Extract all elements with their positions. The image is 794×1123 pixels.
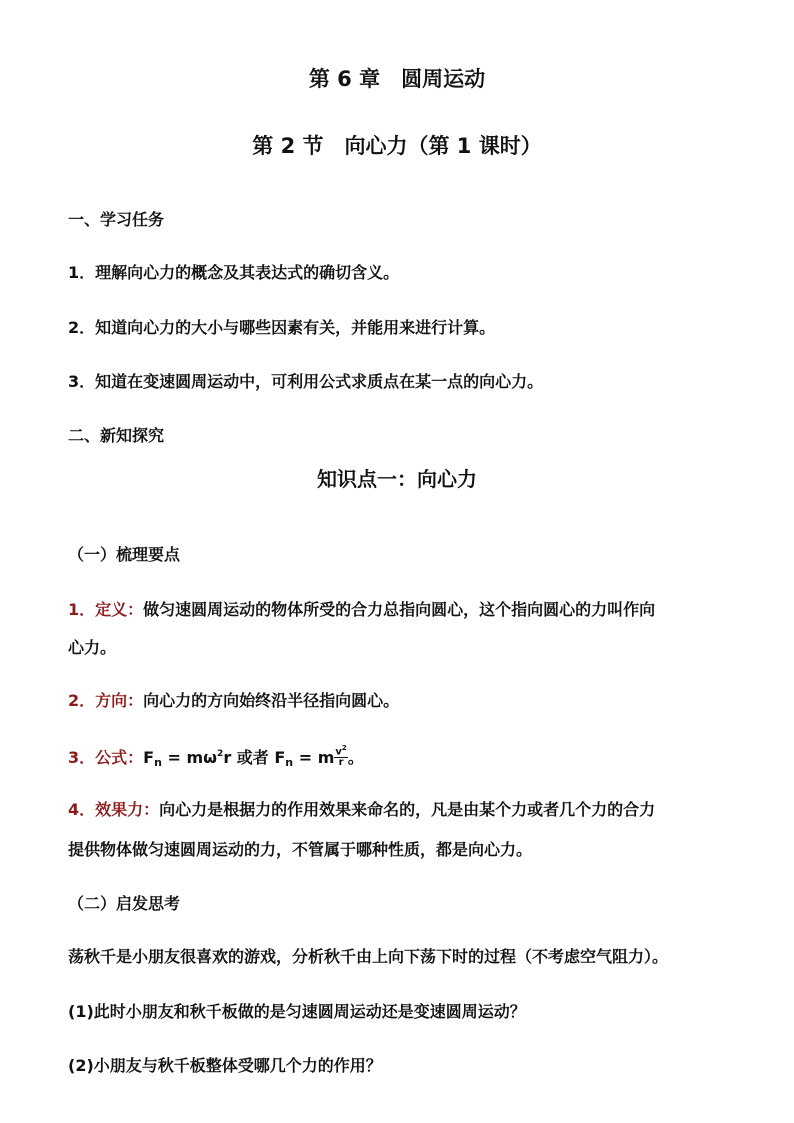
effect-line-2: 提供物体做匀速圆周运动的力，不管属于哪种性质，都是向心力。 bbox=[68, 840, 533, 859]
subsection-1-heading: （一）梳理要点 bbox=[68, 545, 181, 564]
direction-line bbox=[68, 691, 399, 711]
effect-label: 4．效果力： bbox=[68, 800, 160, 819]
formula-eq1: = mω bbox=[161, 748, 218, 768]
question-intro: 荡秋千是小朋友很喜欢的游戏，分析秋千由上向下荡下时的过程（不考虑空气阻力）。 bbox=[68, 947, 669, 966]
formula-subscript: n bbox=[154, 756, 162, 770]
formula-fraction bbox=[334, 743, 347, 768]
direction-label: 2．方向： bbox=[68, 691, 144, 710]
section-title: 第 2 节 向心力（第 1 课时） bbox=[252, 134, 542, 158]
effect-text-1: 向心力是根据力的作用效果来命名的，凡是由某个力或者几个力的合力 bbox=[159, 800, 656, 819]
definition-line-1 bbox=[68, 600, 655, 620]
formula-force-2: F bbox=[274, 748, 286, 768]
direction-text: 向心力的方向始终沿半径指向圆心。 bbox=[143, 691, 400, 710]
formula-end: 。 bbox=[347, 748, 364, 768]
formula-eq2: = m bbox=[293, 748, 335, 768]
definition-line-2: 心力。 bbox=[68, 638, 117, 657]
subsection-2-heading: （二）启发思考 bbox=[68, 894, 181, 913]
formula-subscript-2: n bbox=[285, 756, 294, 770]
formula-force: F bbox=[143, 748, 155, 768]
formula-square: 2 bbox=[217, 749, 224, 760]
task-item-3: 3．知道在变速圆周运动中，可利用公式求质点在某一点的向心力。 bbox=[68, 372, 544, 391]
definition-label: 1．定义： bbox=[68, 600, 144, 619]
definition-text: 做匀速圆周运动的物体所受的合力总指向圆心，这个指向圆心的力叫作向 bbox=[143, 600, 656, 619]
question-2: (2)小朋友与秋千板整体受哪几个力的作用？ bbox=[68, 1056, 382, 1075]
task-item-1: 1．理解向心力的概念及其表达式的确切含义。 bbox=[68, 263, 400, 282]
knowledge-title: 知识点一：向心力 bbox=[317, 467, 477, 491]
effect-line-1 bbox=[68, 800, 655, 820]
fraction-numerator-square: 2 bbox=[341, 744, 347, 752]
fraction-numerator: v bbox=[335, 746, 342, 758]
formula-line bbox=[68, 746, 364, 771]
chapter-title: 第 6 章 圆周运动 bbox=[308, 67, 486, 91]
part2-heading: 二、新知探究 bbox=[68, 426, 165, 445]
part1-heading: 一、学习任务 bbox=[68, 210, 165, 229]
formula-label: 3．公式： bbox=[68, 748, 144, 768]
formula-or: 或者 bbox=[231, 748, 275, 768]
fraction-denominator: r bbox=[338, 757, 344, 769]
question-1: (1)此时小朋友和秋千板做的是匀速圆周运动还是变速圆周运动？ bbox=[68, 1002, 526, 1021]
formula-radius: r bbox=[223, 748, 232, 768]
task-item-2: 2．知道向心力的大小与哪些因素有关，并能用来进行计算。 bbox=[68, 318, 496, 337]
